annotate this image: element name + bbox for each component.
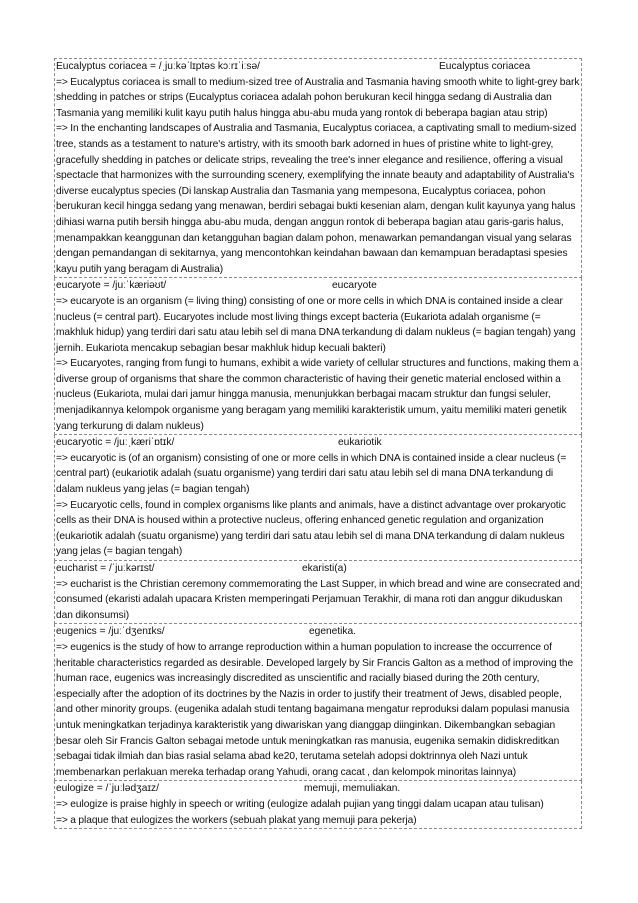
definition-paragraph: => eucaryote is an organism (= living thing) consisting of one or more cells in which DNA is contained inside a clear nucleus (= central part). Eucaryotes include most living things except bacteria (Eukariota adalah organisme (= makhluk hidup) yang terdiri dari satu atau lebih sel di mana DNA terkandung di dalam nukleus (= bagian tengah) yang jernih. Eukariota mencakup sebagian besar makhluk hidup kecuali bakteri) — [56, 295, 576, 354]
entry-eucaryotic — [54, 435, 582, 561]
headword-translation: ekaristi(a) — [302, 563, 347, 574]
definition-paragraph: => eugenics is the study of how to arrange reproduction within a human population to increase the occurrence of heritable characteristics regarded as desirable. Developed largely by Sir Francis Galton as a method of improving the human race, eugenics was increasingly discredited as unscientific and racially biased during the 20th century, especially after the adoption of its doctrines by the Nazis in order to justify their treatment of Jews, disabled people, and other minority groups. (eugenika adalah studi tentang bagaimana mengatur reproduksi dalam populasi manusia untuk meningkatkan terjadinya karakteristik yang diwariskan yang dianggap diinginkan. Dikembangkan sebagian besar oleh Sir Francis Galton sebagai metode untuk meningkatkan ras manusia, eugenika semakin didiskreditkan sebagai tidak ilmiah dan bias rasial selama abad ke20, terutama setelah adopsi doktrinnya oleh Nazi untuk membenarkan perlakuan mereka terhadap orang Yahudi, orang cacat , dan kelompok minoritas lainnya) — [56, 641, 574, 778]
headword: eucharist = /ˈjuːkərɪst/ — [56, 563, 155, 574]
headword: eulogize = /ˈjuːlədʒaɪz/ — [56, 783, 159, 795]
entry-headline — [56, 59, 580, 75]
entry-headline — [56, 435, 580, 451]
entry-headline — [56, 561, 580, 577]
entry-eugenics — [54, 624, 582, 781]
definition-paragraph: => eucharist is the Christian ceremony commemorating the Last Supper, in which bread and wine are consecrated and consumed (ekaristi adalah upacara Kristen memperingati Perjamuan Terakhir, di mana roti dan anggur dikuduskan dan dikonsumsi) — [56, 578, 580, 621]
entry-headline — [56, 624, 580, 640]
example-paragraph: => a plaque that eulogizes the workers (sebuah plakat yang memuji para pekerja) — [56, 814, 417, 826]
headword: Eucalyptus coriacea = /ˌjuːkəˈlɪptəs kɔːrɪˈiːsə/ — [56, 61, 261, 72]
headword: eugenics = /juːˈdʒenɪks/ — [56, 626, 165, 638]
entry-eucalyptus-coriacea — [54, 58, 582, 278]
headword-translation: egenetika. — [309, 626, 357, 638]
entry-eucharist — [54, 561, 582, 624]
glossary-page — [54, 58, 582, 829]
definition-paragraph: => Eucalyptus coriacea is small to medium-sized tree of Australia and Tasmania having smooth white to light-grey bark shedding in patches or strips (Eucalyptus coriacea adalah pohon berukuran kecil hingga sedang di Australia dan Tasmania yang memiliki kulit kayu putih halus hingga abu-abu muda yang rontok di beberapa bagian atau strip) — [56, 76, 580, 119]
example-paragraph: => In the enchanting landscapes of Australia and Tasmania, Eucalyptus coriacea, a captivating small to medium-sized tree, stands as a testament to nature's artistry, with its smooth bark adorned in hues of pristine white to light-grey, gracefully shedding in patches or delicate strips, revealing the tree's inner elegance and resilience, offering a visual spectacle that harmonizes with the surrounding scenery, exemplifying the innate beauty and adaptability of Australia's diverse eucalyptus species (Di lanskap Australia dan Tasmania yang mempesona, Eucalyptus coriacea, pohon berukuran kecil hingga sedang yang menawan, berdiri sebagai bukti kesenian alam, dengan kulit kayunya yang halus dihiasi warna putih bersih hingga abu-abu muda, dengan anggun rontok di beberapa bagian atau garis-garis halus, menampakkan keanggunan dan ketangguhan bagian dalam pohon, menawarkan pemandangan visual yang selaras dengan pemandangan di sekitarnya, yang mencontohkan keindahan bawaan dan kemampuan beradaptasi spesies kayu putih yang beragam di Australia) — [56, 123, 577, 275]
example-paragraph: => Eucaryotes, ranging from fungi to humans, exhibit a wide variety of cellular structures and functions, making them a diverse group of organisms that share the common characteristic of having their genetic material enclosed within a nucleus (Eukariota, mulai dari jamur hingga manusia, menunjukkan berbagai macam struktur dan fungsi seluler, menjadikannya kelompok organisme yang beragam yang memiliki karakteristik umum, yaitu memiliki materi genetik yang terkurung di dalam nukleus) — [56, 358, 579, 432]
headword-translation: memuji, memuliakan. — [304, 783, 401, 795]
headword: eucaryotic = /juːˌkæriˈɒtɪk/ — [56, 437, 175, 449]
example-paragraph: => Eucaryotic cells, found in complex organisms like plants and animals, have a distinct advantage over prokaryotic cells as their DNA is housed within a protective nucleus, offering enhanced genetic regulation and organization (eukariotik adalah (suatu organisme) yang terdiri dari satu atau lebih sel di mana DNA terkandung di dalam nukleus yang jelas (= bagian tengah) — [56, 499, 566, 558]
definition-paragraph: => eucaryotic is (of an organism) consisting of one or more cells in which DNA is contained inside a clear nucleus (= central part) (eukariotik adalah (suatu organisme) yang terdiri dari satu atau lebih sel di mana DNA terkandung di dalam nukleus yang jelas (= bagian tengah) — [56, 452, 567, 496]
entry-headline — [56, 781, 580, 797]
definition-paragraph: => eulogize is praise highly in speech or writing (eulogize adalah pujian yang tinggi dalam ucapan atau tulisan) — [56, 798, 544, 810]
entry-eucaryote — [54, 278, 582, 435]
headword-translation: eucaryote — [332, 280, 377, 292]
headword: eucaryote = /juːˈkæriəʊt/ — [56, 280, 167, 292]
entry-headline — [56, 278, 580, 294]
headword-translation: eukariotik — [338, 437, 382, 449]
headword-translation: Eucalyptus coriacea — [439, 61, 531, 72]
entry-eulogize — [54, 781, 582, 829]
